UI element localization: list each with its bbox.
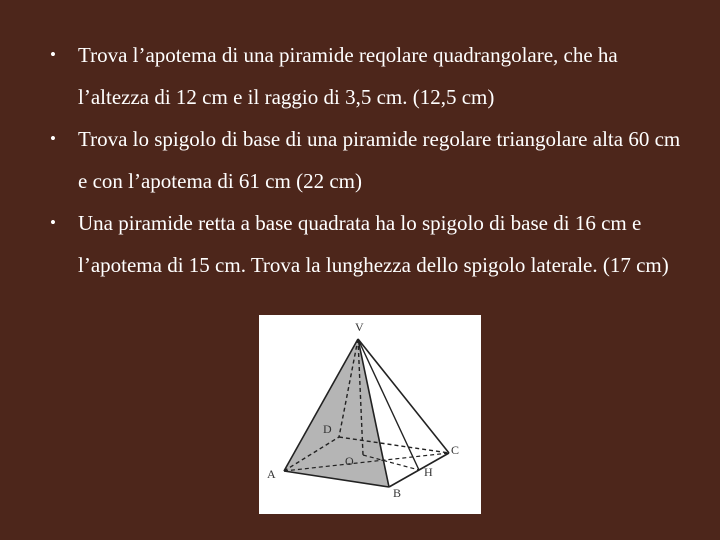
label-B: B — [393, 486, 402, 500]
bullet-marker: • — [50, 45, 56, 64]
bullet-item-3 — [48, 202, 688, 286]
pyramid-diagram — [259, 315, 481, 514]
label-V: V — [355, 320, 364, 334]
label-C: C — [451, 443, 460, 457]
label-O: O — [345, 454, 354, 468]
bullet-item-2 — [48, 118, 688, 202]
bullet-marker: • — [50, 213, 56, 232]
bullet-text: Trova lo spigolo di base di una piramide regolare triangolare alta 60 cm e con l’apotema di 61 cm (22 cm) — [78, 127, 681, 193]
label-H: H — [424, 465, 433, 479]
bullet-list — [48, 34, 688, 286]
bullet-marker: • — [50, 129, 56, 148]
label-D: D — [323, 422, 332, 436]
bullet-text: Una piramide retta a base quadrata ha lo spigolo di base di 16 cm e l’apotema di 15 cm. Trova la lunghezza dello spigolo laterale. (17 cm) — [78, 211, 669, 277]
pyramid-figure — [259, 315, 481, 514]
bullet-item-1 — [48, 34, 688, 118]
bullet-text: Trova l’apotema di una piramide reqolare quadrangolare, che ha l’altezza di 12 cm e il raggio di 3,5 cm. (12,5 cm) — [78, 43, 618, 109]
label-A: A — [267, 467, 276, 481]
